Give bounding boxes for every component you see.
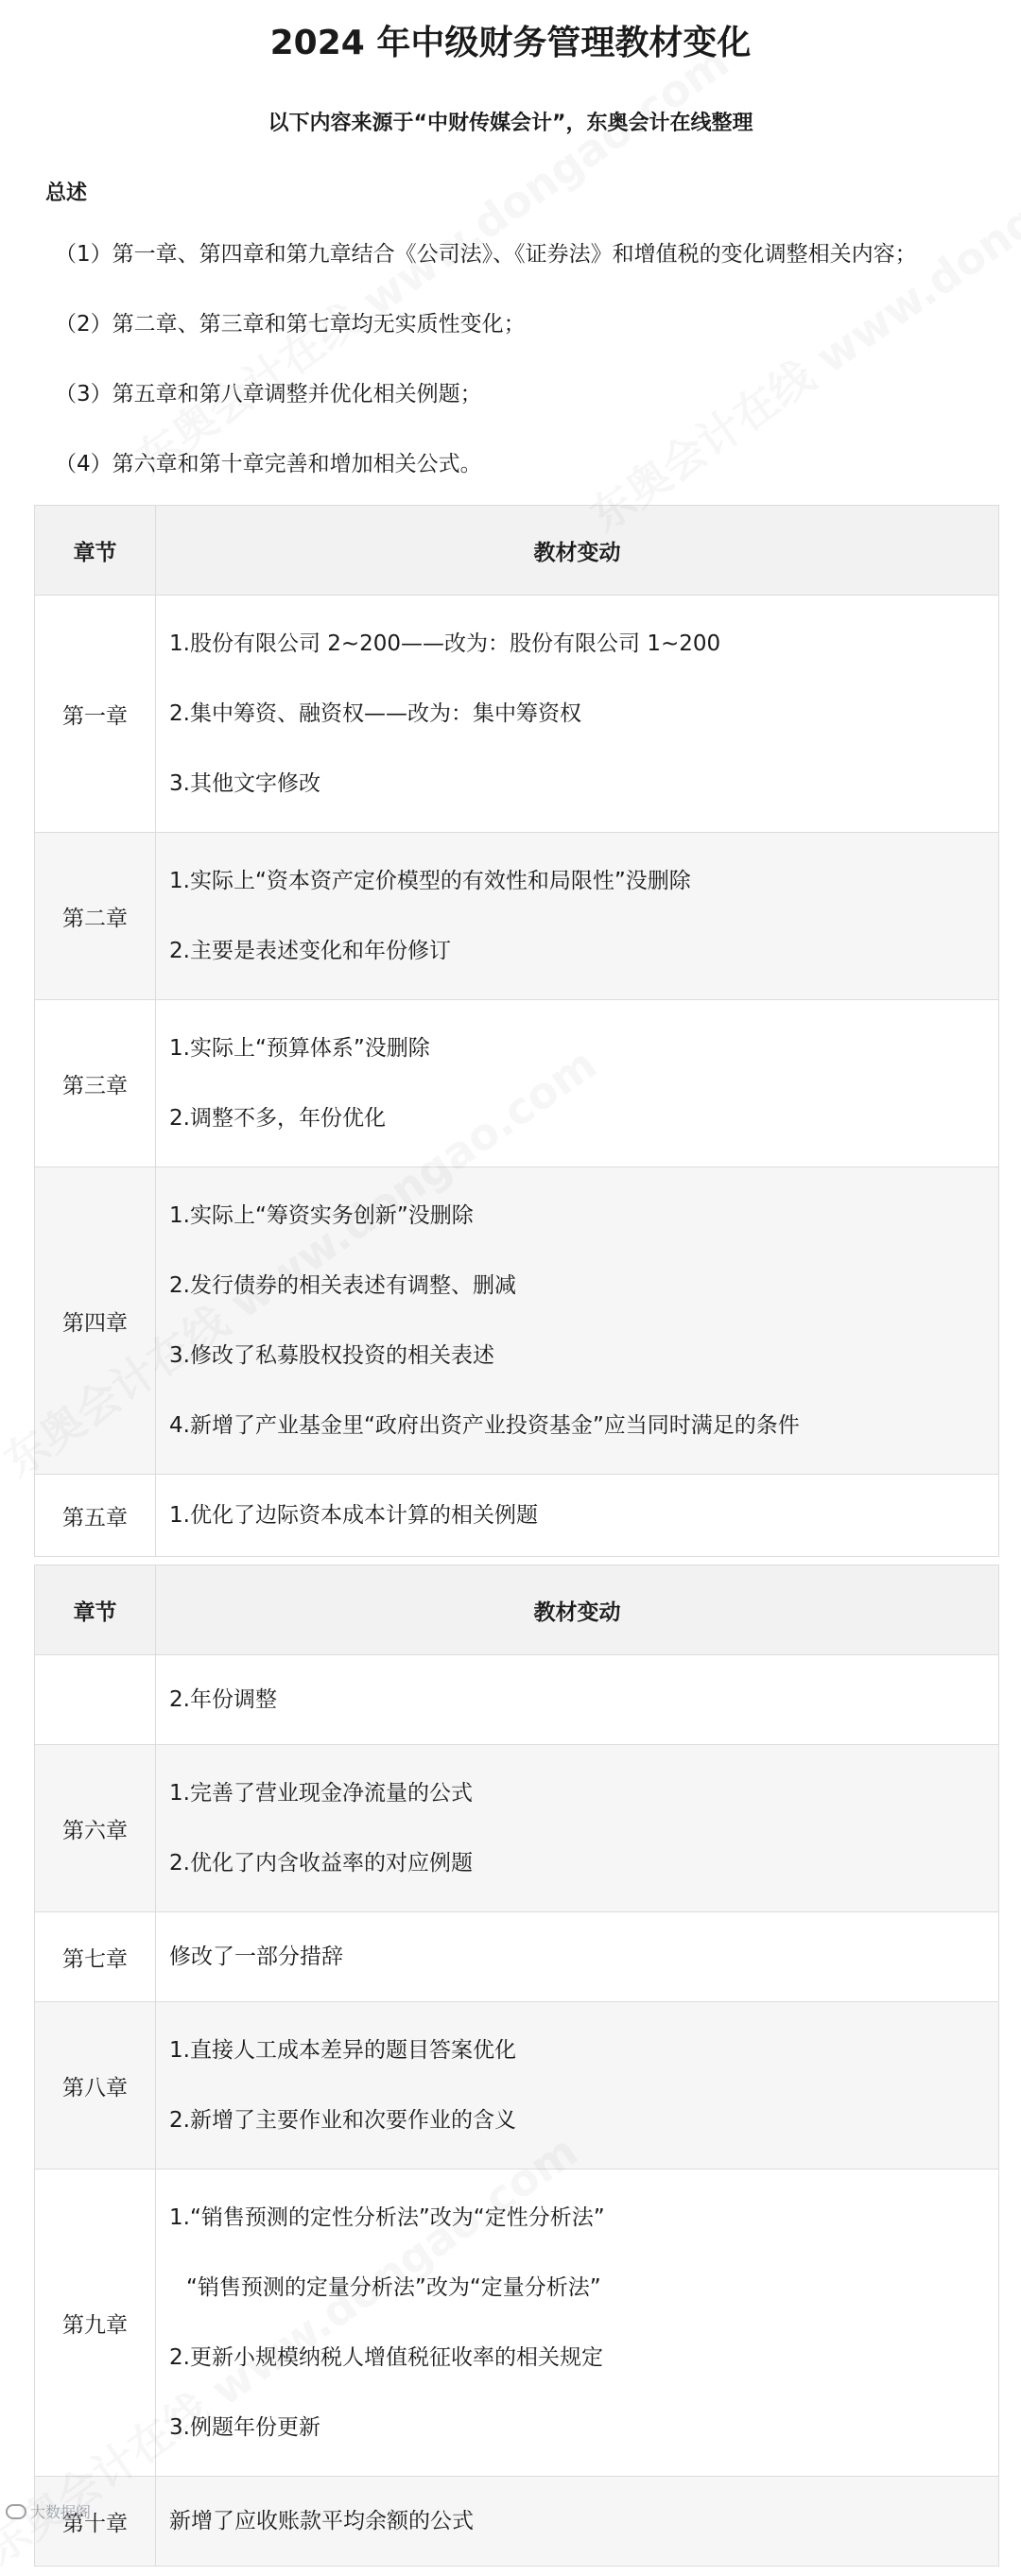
chapter-cell bbox=[35, 1655, 156, 1745]
change-item: 2.优化了内含收益率的对应例题 bbox=[169, 1851, 473, 1876]
header-chapter: 章节 bbox=[35, 506, 156, 596]
table-row bbox=[35, 596, 999, 833]
overview-item: （3）第五章和第八章调整并优化相关例题； bbox=[55, 382, 482, 406]
change-item: 2.更新小规模纳税人增值税征收率的相关规定 bbox=[169, 2345, 603, 2370]
header-changes: 教材变动 bbox=[156, 506, 999, 596]
table-row bbox=[35, 2170, 999, 2477]
change-item: 1.优化了边际资本成本计算的相关例题 bbox=[169, 1503, 538, 1528]
header-changes: 教材变动 bbox=[156, 1565, 999, 1655]
change-item: 1.股份有限公司 2~200——改为：股份有限公司 1~200 bbox=[169, 631, 721, 656]
change-item: 4.新增了产业基金里“政府出资产业投资基金”应当同时满足的条件 bbox=[169, 1413, 800, 1438]
chapter-cell: 第六章 bbox=[35, 1745, 156, 1912]
overview-list bbox=[0, 219, 1021, 499]
change-item: 1.直接人工成本差异的题目答案优化 bbox=[169, 2038, 516, 2063]
changes-cell bbox=[156, 2002, 999, 2170]
chapter-cell: 第八章 bbox=[35, 2002, 156, 2170]
table-header-row bbox=[35, 506, 999, 596]
change-item: 2.发行债券的相关表述有调整、删减 bbox=[169, 1273, 516, 1298]
header-chapter: 章节 bbox=[35, 1565, 156, 1655]
changes-cell bbox=[156, 1912, 999, 2002]
chapter-cell: 第七章 bbox=[35, 1912, 156, 2002]
change-item: 2.调整不多，年份优化 bbox=[169, 1106, 386, 1131]
change-item: 1.实际上“预算体系”没删除 bbox=[169, 1036, 430, 1061]
table-header-row bbox=[35, 1565, 999, 1655]
table-row bbox=[35, 1655, 999, 1745]
change-item: “销售预测的定量分析法”改为“定量分析法” bbox=[186, 2275, 601, 2300]
changes-cell bbox=[156, 833, 999, 1000]
table-row bbox=[35, 1745, 999, 1912]
changes-cell bbox=[156, 2170, 999, 2477]
change-item: 修改了一部分措辞 bbox=[169, 1945, 343, 1969]
chapter-cell: 第二章 bbox=[35, 833, 156, 1000]
changes-cell bbox=[156, 1745, 999, 1912]
change-item: 2.年份调整 bbox=[169, 1687, 277, 1712]
table-row bbox=[35, 1000, 999, 1167]
table-row bbox=[35, 2002, 999, 2170]
logo-text: 大数据阁 bbox=[30, 2503, 92, 2521]
changes-cell bbox=[156, 1475, 999, 1557]
overview-item: （1）第一章、第四章和第九章结合《公司法》、《证券法》和增值税的变化调整相关内容； bbox=[55, 242, 917, 267]
change-item: 2.主要是表述变化和年份修订 bbox=[169, 939, 451, 963]
table-row bbox=[35, 1912, 999, 2002]
overview-heading: 总述 bbox=[45, 182, 88, 205]
chapter-cell: 第九章 bbox=[35, 2170, 156, 2477]
change-item: 1.“销售预测的定性分析法”改为“定性分析法” bbox=[169, 2205, 605, 2230]
change-item: 1.实际上“资本资产定价模型的有效性和局限性”没删除 bbox=[169, 869, 691, 893]
changes-table-2 bbox=[34, 1565, 999, 2567]
overview-item: （4）第六章和第十章完善和增加相关公式。 bbox=[55, 452, 482, 476]
changes-table-1 bbox=[34, 505, 999, 1557]
chapter-cell: 第十章 bbox=[35, 2477, 156, 2567]
change-item: 3.例题年份更新 bbox=[169, 2415, 320, 2440]
change-item: 1.完善了营业现金净流量的公式 bbox=[169, 1781, 473, 1806]
chapter-cell: 第三章 bbox=[35, 1000, 156, 1167]
chapter-cell: 第一章 bbox=[35, 596, 156, 833]
table-row bbox=[35, 1167, 999, 1475]
document-title: 2024 年中级财务管理教材变化 bbox=[269, 24, 752, 62]
table-row bbox=[35, 2477, 999, 2567]
changes-cell bbox=[156, 2477, 999, 2567]
change-item: 新增了应收账款平均余额的公式 bbox=[169, 2509, 474, 2533]
change-item: 1.实际上“筹资实务创新”没删除 bbox=[169, 1203, 474, 1228]
changes-cell bbox=[156, 1655, 999, 1745]
document-subtitle: 以下内容来源于“中财传媒会计”，东奥会计在线整理 bbox=[268, 112, 753, 135]
chapter-cell: 第四章 bbox=[35, 1167, 156, 1475]
change-item: 2.新增了主要作业和次要作业的含义 bbox=[169, 2108, 516, 2133]
overview-item: （2）第二章、第三章和第七章均无实质性变化； bbox=[55, 312, 526, 337]
changes-cell bbox=[156, 1167, 999, 1475]
chapter-cell: 第五章 bbox=[35, 1475, 156, 1557]
change-item: 2.集中筹资、融资权——改为：集中筹资权 bbox=[169, 701, 581, 726]
change-item: 3.修改了私募股权投资的相关表述 bbox=[169, 1343, 494, 1368]
changes-cell bbox=[156, 596, 999, 833]
logo-icon bbox=[6, 2504, 26, 2519]
table-row bbox=[35, 833, 999, 1000]
changes-cell bbox=[156, 1000, 999, 1167]
change-item: 3.其他文字修改 bbox=[169, 771, 320, 796]
footer-logo bbox=[6, 2500, 91, 2522]
table-row bbox=[35, 1475, 999, 1557]
